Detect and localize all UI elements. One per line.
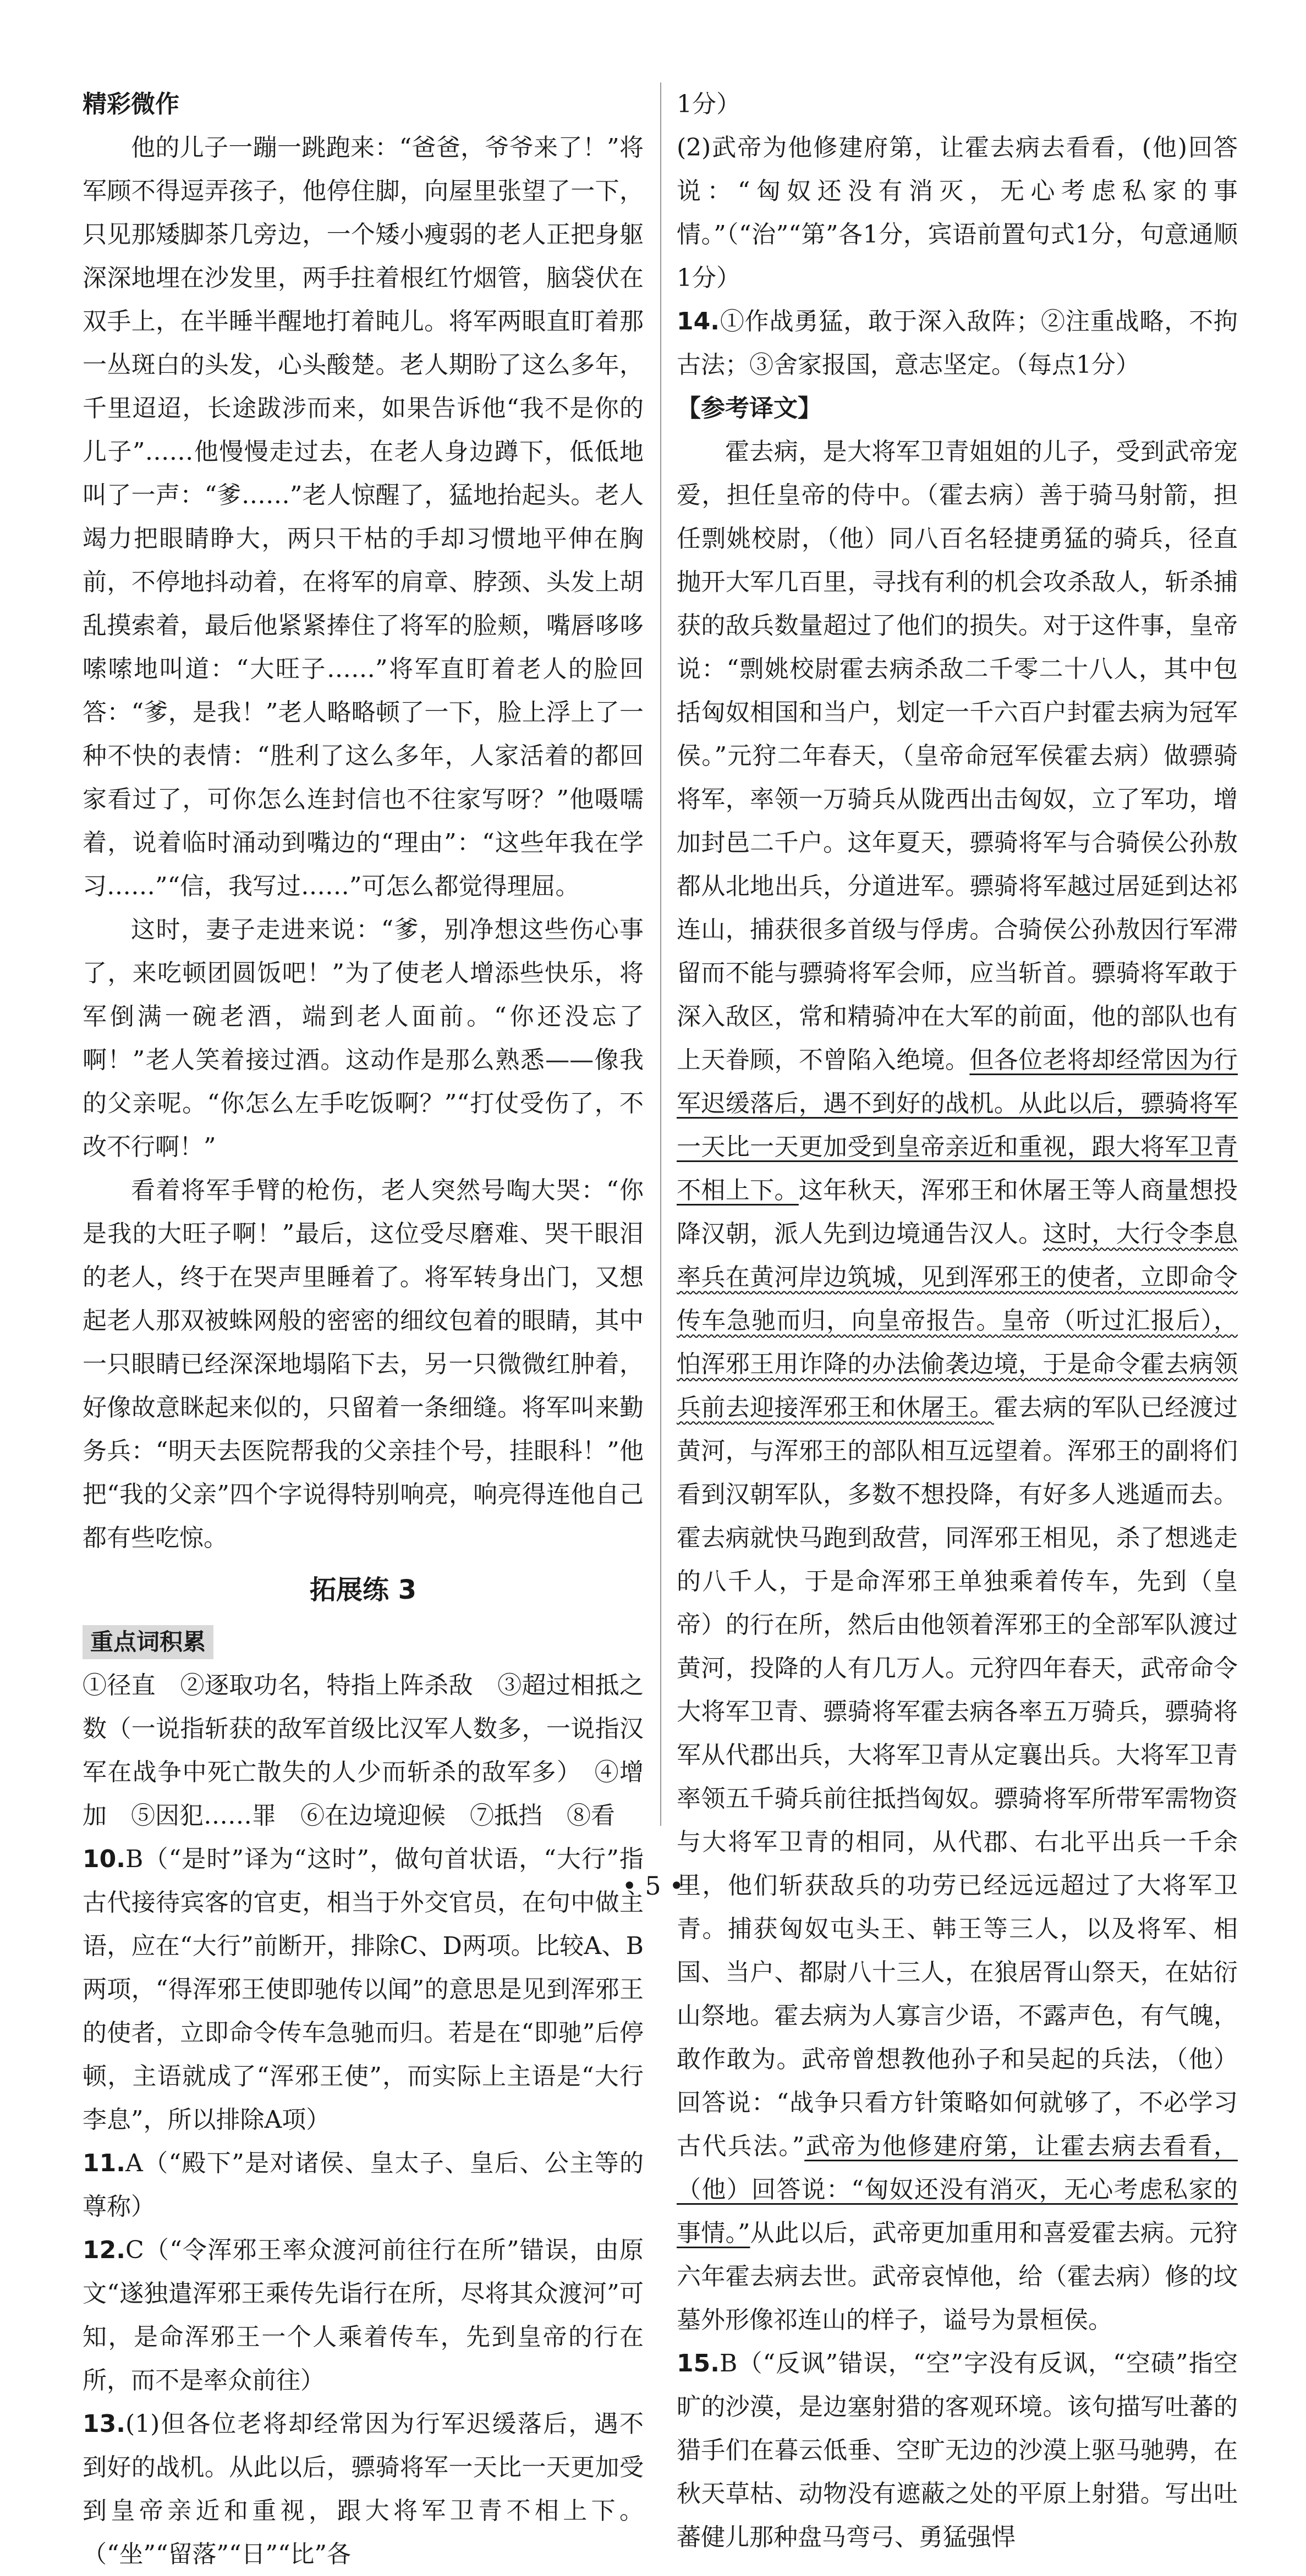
translation-part-a: 霍去病，是大将军卫青姐姐的儿子，受到武帝宠爱，担任皇帝的侍中。（霍去病）善于骑马射箭，担任剽姚校尉，（他）同八百名轻捷勇猛的骑兵，径直抛开大军几百里，寻找有利的机会攻杀敌人，斩杀捕获的敌兵数量超过了他们的损失。对于这件事，皇帝说：“剽姚校尉霍去病杀敌二千零二十八人，其中包括匈奴相国和当户，划定一千六百户封霍去病为冠军侯。”元狩二年春天，（皇帝命冠军侯霍去病）做骠骑将军，率领一万骑兵从陇西出击匈奴，立了军功，增加封邑二千户。这年夏天，骠骑将军与合骑侯公孙敖都从北地出兵，分道进军。骠骑将军越过居延到达祁连山，捕获很多首级与俘虏。合骑侯公孙敖因行军滞留而不能与骠骑将军会师，应当斩首。骠骑将军敢于深入敌区，常和精骑冲在大军的前面，他的部队也有上天眷顾，不曾陷入绝境。 [677,438,1238,1074]
translation-paragraph [677,430,1238,2342]
answer-12-text: C（“令浑邪王率众渡河前往行在所”错误，由原文“遂独遣浑邪王乘传先诣行在所，尽将其众渡河”可知，是命浑邪王一个人乘着传车，先到皇帝的行在所，而不是率众前往） [83,2236,644,2395]
column-divider [660,82,661,1826]
translation-part-d: 从此以后，武帝更加重用和喜爱霍去病。元狩六年霍去病去世。武帝哀悼他，给（霍去病）修的坟墓外形像祁连山的样子，谥号为景桓侯。 [677,2219,1238,2334]
answer-14-text: ①作战勇猛，敢于深入敌阵；②注重战略，不拘古法；③舍家报国，意志坚定。（每点1分） [677,307,1238,379]
answer-15 [677,2342,1238,2559]
story-paragraph-3: 看着将军手臂的枪伤，老人突然号啕大哭：“你是我的大旺子啊！”最后，这位受尽磨难、哭干眼泪的老人，终于在哭声里睡着了。将军转身出门，又想起老人那双被蛛网般的密密的细纹包着的眼睛，其中一只眼睛已经深深地塌陷下去，另一只微微红肿着，好像故意眯起来似的，只留着一条细缝。将军叫来勤务兵：“明天去医院帮我的父亲挂个号，挂眼科！”他把“我的父亲”四个字说得特别响亮，响亮得连他自己都有些吃惊。 [83,1176,644,1552]
vocab-label: 重点词积累 [83,1625,213,1659]
answer-10-text: B（“是时”译为“这时”，做句首状语，“大行”指古代接待宾客的官吏，相当于外交官员，在句中做主语，应在“大行”前断开，排除C、D两项。比较A、B两项，“得浑邪王使即驰传以闻”的意思是见到浑邪王的使者，立即命令传车急驰而归。若是在“即驰”后停顿，主语就成了“浑邪王使”，而实际上主语是“大行李息”，所以排除A项） [83,1845,644,2134]
answer-14-number: 14. [677,307,720,335]
section-title: 精彩微作 [83,90,179,118]
story-paragraph-2: 这时，妻子走进来说：“爹，别净想这些伤心事了，来吃顿团圆饭吧！”为了使老人增添些快乐，将军倒满一碗老酒，端到老人面前。“你还没忘了啊！”老人笑着接过酒。这动作是那么熟悉——像我的父亲呢。“你怎么左手吃饭啊？”“打仗受伤了，不改不行啊！” [83,916,644,1161]
answer-13-text: (1)但各位老将却经常因为行军迟缓落后，遇不到好的战机。从此以后，骠骑将军一天比一天更加受到皇帝亲近和重视，跟大将军卫青不相上下。（“坐”“留落”“日”“比”各 [83,2410,644,2568]
translation-underlined-2: 武帝为他修建府第，让霍去病去看看，（他）回答说：“匈奴还没有消灭，无心考虑私家的事情。” [677,2132,1238,2247]
right-column [677,82,1238,2559]
answer-11 [83,2142,644,2228]
translation-part-c: 霍去病的军队已经渡过黄河，与浑邪王的部队相互远望着。浑邪王的副将们看到汉朝军队，多数不想投降，有好多人逃遁而去。霍去病就快马跑到敌营，同浑邪王相见，杀了想逃走的八千人，于是命浑邪王单独乘着传车，先到（皇帝）的行在所，然后由他领着浑邪王的全部军队渡过黄河，投降的人有几万人。元狩四年春天，武帝命令大将军卫青、骠骑将军霍去病各率五万骑兵，骠骑将军从代郡出兵，大将军卫青从定襄出兵。大将军卫青率领五千骑兵前往抵挡匈奴。骠骑将军所带军需物资与大将军卫青的相同，从代郡、右北平出兵一千余里，他们斩获敌兵的功劳已经远远超过了大将军卫青。捕获匈奴屯头王、韩王等三人，以及将军、相国、当户、都尉八十三人，在狼居胥山祭天，在姑衍山祭地。霍去病为人寡言少语，不露声色，有气魄，敢作敢为。武帝曾想教他孙子和吴起的兵法，（他）回答说：“战争只看方针策略如何就够了，不必学习古代兵法。” [677,1394,1238,2160]
left-column [83,82,644,2576]
vocab-answers: ①径直 ②逐取功名，特指上阵杀敌 ③超过相抵之数（一说指斩获的敌军首级比汉军人数多，一说指汉军在战争中死亡散失的人少而斩杀的敌军多） ④增加 ⑤因犯……罪 ⑥在边境迎候 ⑦抵挡 ⑧看 [83,1671,644,1830]
answer-11-number: 11. [83,2149,125,2177]
story-paragraph-1: 他的儿子一蹦一跳跑来：“爸爸，爷爷来了！”将军顾不得逗弄孩子，他停住脚，向屋里张望了一下，只见那矮脚茶几旁边，一个矮小瘦弱的老人正把身躯深深地埋在沙发里，两手拄着根红竹烟管，脑袋伏在双手上，在半睡半醒地打着盹儿。将军两眼直盯着那一丛斑白的头发，心头酸楚。老人期盼了这么多年，千里迢迢，长途跋涉而来，如果告诉他“我不是你的儿子”……他慢慢走过去，在老人身边蹲下，低低地叫了一声：“爹……”老人惊醒了，猛地抬起头。老人竭力把眼睛睁大，两只干枯的手却习惯地平伸在胸前，不停地抖动着，在将军的肩章、脖颈、头发上胡乱摸索着，最后他紧紧捧住了将军的脸颊，嘴唇哆哆嗦嗦地叫道：“大旺子……”将军直盯着老人的脸回答：“爹，是我！”老人略略顿了一下，脸上浮上了一种不快的表情：“胜利了这么多年，人家活着的都回家看过了，可你怎么连封信也不往家写呀？”他嗫嚅着，说着临时涌动到嘴边的“理由”：“这些年我在学习……”“信，我写过……”可怎么都觉得理屈。 [83,134,644,900]
answer-15-number: 15. [677,2349,720,2377]
answer-13-continued: 1分） [677,90,740,118]
answer-13-part-2: (2)武帝为他修建府第，让霍去病去看看，(他)回答说：“匈奴还没有消灭，无心考虑私家的事情。”（“治”“第”各1分，宾语前置句式1分，句意通顺1分） [677,134,1238,292]
exercise-title: 拓展练 3 [309,1575,417,1605]
translation-part-b: 这年秋天，浑邪王和休屠王等人商量想投降汉朝，派人先到边境通告汉人。 [677,1176,1238,1248]
translation-label: 【参考译文】 [677,394,822,422]
page-number: • 5 • [622,1871,684,1901]
translation-wavy-underlined: 这时，大行令李息率兵在黄河岸边筑城，见到浑邪王的使者，立即命令传车急驰而归，向皇帝报告。皇帝（听过汇报后），怕浑邪王用诈降的办法偷袭边境，于是命令霍去病领兵前去迎接浑邪王和休屠王。 [677,1220,1238,1422]
answer-13-number: 13. [83,2410,125,2438]
answer-15-text: B（“反讽”错误，“空”字没有反讽，“空碛”指空旷的沙漠，是边塞射猎的客观环境。该句描写吐蕃的猎手们在暮云低垂、空旷无边的沙漠上驱马驰骋，在秋天草枯、动物没有遮蔽之处的平原上射猎。写出吐蕃健儿那种盘马弯弓、勇猛强悍 [677,2349,1238,2551]
answer-13 [83,2402,644,2576]
answer-10-number: 10. [83,1845,125,1873]
answer-14 [677,300,1238,387]
answer-12 [83,2228,644,2402]
answer-12-number: 12. [83,2236,125,2264]
answer-11-text: A（“殿下”是对诸侯、皇太子、皇后、公主等的尊称） [83,2149,644,2221]
translation-underlined-1: 但各位老将却经常因为行军迟缓落后，遇不到好的战机。从此以后，骠骑将军一天比一天更加受到皇帝亲近和重视，跟大将军卫青不相上下。 [677,1046,1238,1204]
